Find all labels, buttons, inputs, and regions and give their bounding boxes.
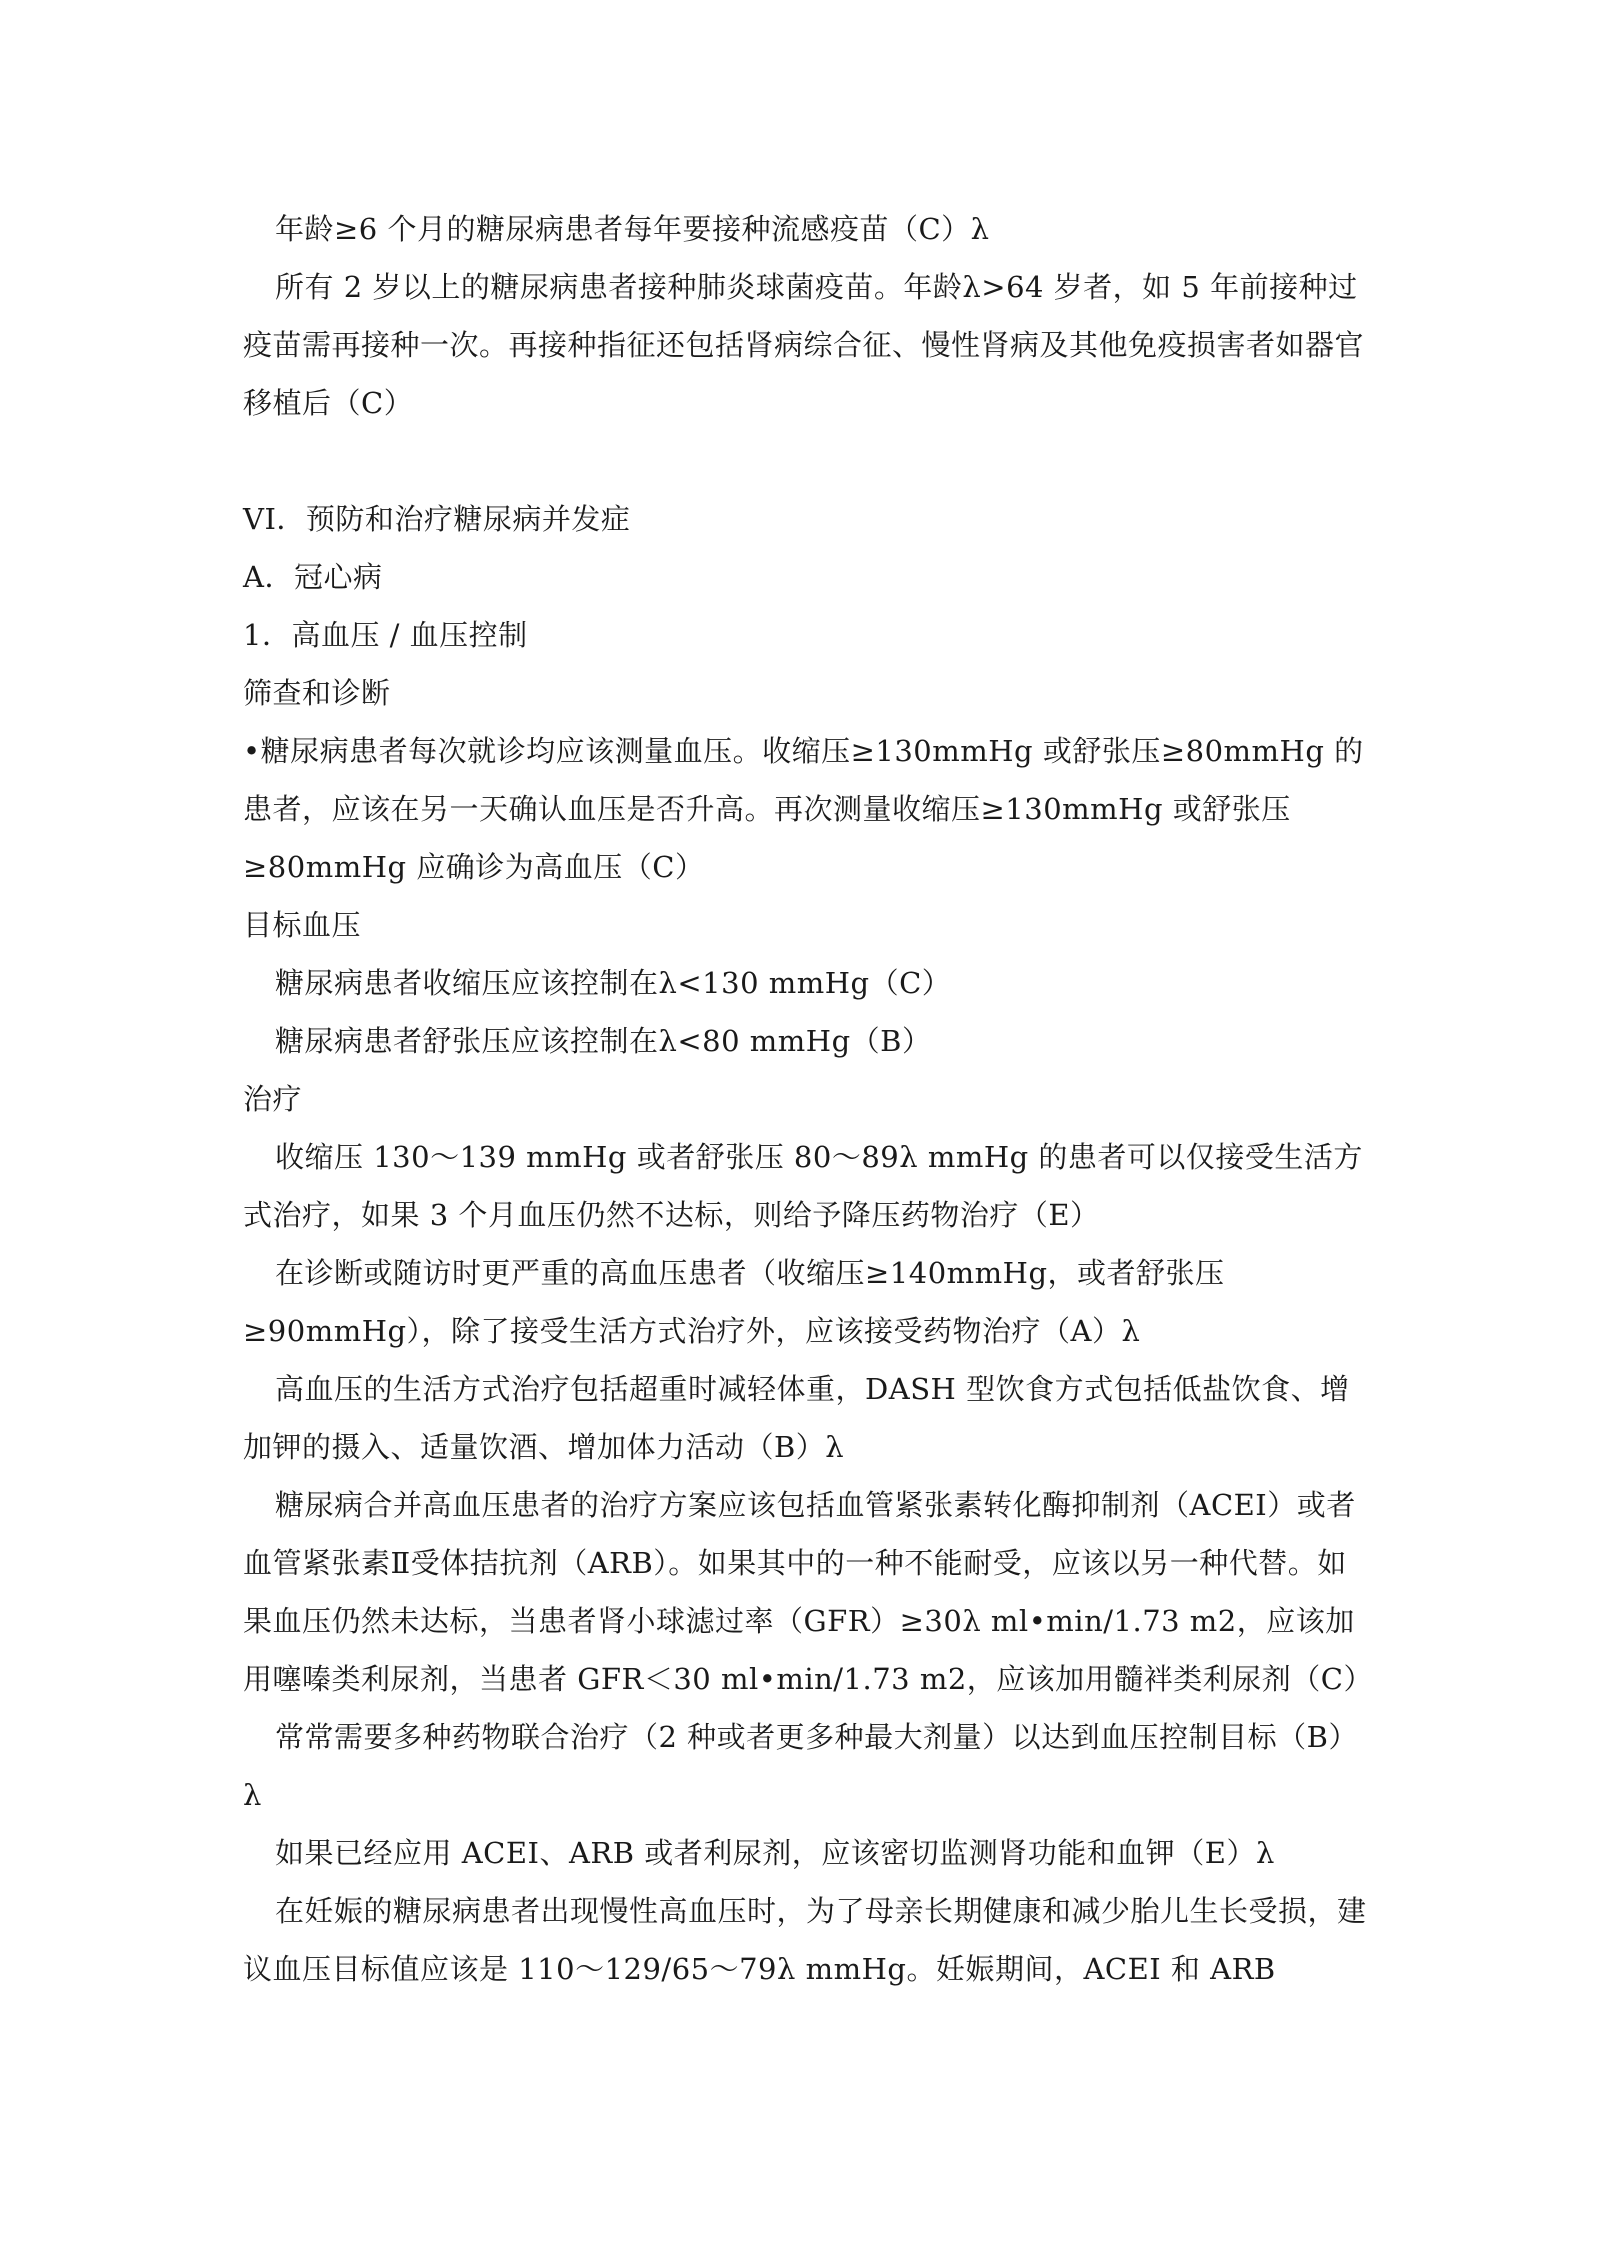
paragraph-acei-arb: 糖尿病合并高血压患者的治疗方案应该包括血管紧张素转化酶抑制剂（ACEI）或者血管紧张素Ⅱ受体拮抗剂（ARB）。如果其中的一种不能耐受，应该以另一种代替。如果血压仍然未达标，当患者肾小球滤过率（GFR）≥30λ ml•min/1.73 m2，应该加用噻嗪类利尿剂，当患者 GFR＜30 ml•min/1.73 m2，应该加用髓袢类利尿剂（C） (243, 1488, 1373, 1696)
heading-treatment: 治疗 (243, 1082, 303, 1116)
subsection-heading-hypertension: 1．高血压 / 血压控制 (243, 618, 528, 652)
paragraph-bp-measurement: •糖尿病患者每次就诊均应该测量血压。收缩压≥130mmHg 或舒张压≥80mmHg 的患者，应该在另一天确认血压是否升高。再次测量收缩压≥130mmHg 或舒张压≥80mmHg 应确诊为高血压（C） (243, 734, 1364, 884)
paragraph-combination-therapy: 常常需要多种药物联合治疗（2 种或者更多种最大剂量）以达到血压控制目标（B）λ (243, 1720, 1358, 1812)
section-gap (243, 432, 1373, 490)
paragraph-flu-vaccine: 年龄≥6 个月的糖尿病患者每年要接种流感疫苗（C）λ (275, 212, 990, 246)
paragraph-systolic-target: 糖尿病患者收缩压应该控制在λ<130 mmHg（C） (275, 966, 952, 1000)
section-heading-complications: VI．预防和治疗糖尿病并发症 (243, 502, 631, 536)
paragraph-severe-hypertension: 在诊断或随访时更严重的高血压患者（收缩压≥140mmHg，或者舒张压≥90mmHg），除了接受生活方式治疗外，应该接受药物治疗（A）λ (243, 1256, 1225, 1348)
heading-target-bp: 目标血压 (243, 908, 362, 942)
paragraph-pneumococcal-vaccine: 所有 2 岁以上的糖尿病患者接种肺炎球菌疫苗。年龄λ>64 岁者，如 5 年前接种过疫苗需再接种一次。再接种指征还包括肾病综合征、慢性肾病及其他免疫损害者如器官移植后（C） (243, 270, 1365, 420)
paragraph-lifestyle-first: 收缩压 130～139 mmHg 或者舒张压 80～89λ mmHg 的患者可以仅接受生活方式治疗，如果 3 个月血压仍然不达标，则给予降压药物治疗（E） (243, 1140, 1363, 1232)
paragraph-monitoring: 如果已经应用 ACEI、ARB 或者利尿剂，应该密切监测肾功能和血钾（E）λ (275, 1836, 1275, 1870)
heading-screening: 筛查和诊断 (243, 676, 391, 710)
document-body (243, 200, 1373, 1998)
paragraph-lifestyle-details: 高血压的生活方式治疗包括超重时减轻体重，DASH 型饮食方式包括低盐饮食、增加钾的摄入、适量饮酒、增加体力活动（B）λ (243, 1372, 1350, 1464)
paragraph-pregnancy: 在妊娠的糖尿病患者出现慢性高血压时，为了母亲长期健康和减少胎儿生长受损，建议血压目标值应该是 110～129/65～79λ mmHg。妊娠期间，ACEI 和 ARB (243, 1894, 1367, 1986)
paragraph-diastolic-target: 糖尿病患者舒张压应该控制在λ<80 mmHg（B） (275, 1024, 932, 1058)
subsection-heading-coronary: A．冠心病 (243, 560, 383, 594)
